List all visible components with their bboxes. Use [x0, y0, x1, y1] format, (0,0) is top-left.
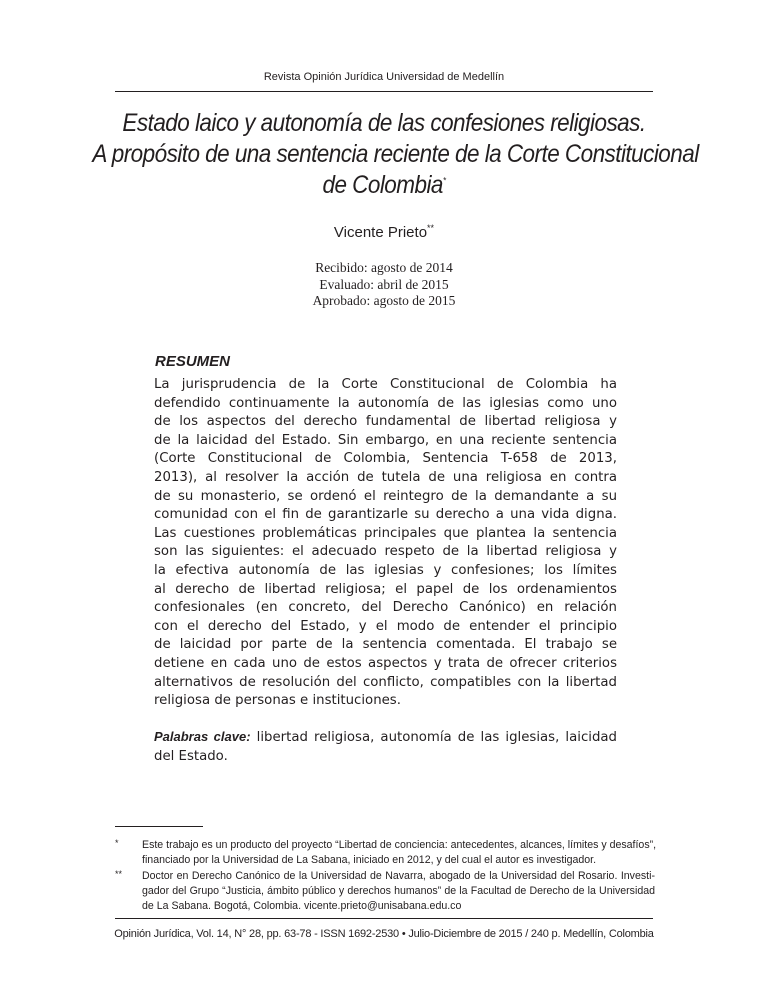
title-footnote-mark: *	[442, 175, 446, 186]
abstract-line: comunidad con el fin de garantizarle su derecho a una vida digna.	[154, 507, 617, 523]
running-header: Revista Opinión Jurídica Universidad de Medellín	[263, 71, 505, 83]
abstract-line: defendido continuamente la autonomía de las iglesias como uno	[154, 395, 617, 411]
footnote-line: Doctor en Derecho Canónico de la Universidad de Navarra, abogado de la Universidad del Rosario. Investi-	[142, 870, 655, 882]
title-line	[92, 170, 675, 201]
abstract-line: de laicidad por parte de la sentencia comentada. El trabajo se	[154, 637, 617, 653]
author-name	[0, 224, 768, 241]
abstract-line: al derecho de libertad religiosa; el papel de los ordenamientos	[154, 581, 617, 597]
footnote-1	[115, 838, 655, 868]
footnote-line: Este trabajo es un producto del proyecto “Libertad de conciencia: antecedentes, alcances, límites y desafíos”,	[142, 839, 657, 851]
title-line-text: de Colombia	[322, 171, 443, 199]
footer-citation: Opinión Jurídica, Vol. 14, N° 28, pp. 63-78 - ISSN 1692-2530 • Julio-Diciembre de 2015 / 240 p. Medellín, Colombia	[114, 928, 654, 940]
footnote-2	[115, 869, 655, 914]
abstract-line: confesionales (en concreto, del Derecho Canónico) en relación	[154, 600, 617, 616]
footnote-rule	[115, 826, 203, 827]
abstract-heading: RESUMEN	[155, 353, 231, 370]
footnote-line: financiado por la Universidad de La Sabana, iniciado en 2012, y del cual el autor es investigador.	[142, 854, 597, 866]
keywords-text: libertad religiosa, autonomía de las iglesias, laicidad	[250, 730, 617, 745]
keywords-line: del Estado.	[154, 748, 228, 764]
footnote-mark: *	[115, 838, 119, 848]
abstract-line: de su monasterio, se ordenó el reintegro de la demandante a su	[154, 488, 617, 504]
abstract-line: Las cuestiones problemáticas principales que plantea la sentencia	[154, 525, 617, 541]
date-approved: Aprobado: agosto de 2015	[312, 293, 456, 308]
date-evaluated: Evaluado: abril de 2015	[319, 276, 449, 292]
footnote-text	[142, 838, 655, 868]
article-title	[92, 108, 699, 201]
header-rule	[115, 91, 653, 92]
abstract-line: de los aspectos del derecho fundamental de libertad religiosa y	[154, 414, 617, 430]
author-text: Vicente Prieto	[333, 224, 428, 241]
title-line: A propósito de una sentencia reciente de la Corte Constitucional	[92, 140, 699, 168]
abstract-line: (Corte Constitucional de Colombia, Sentencia T-658 de 2013,	[154, 451, 617, 467]
abstract-line: son las siguientes: el adecuado respeto de la libertad religiosa y	[154, 544, 617, 560]
footer-rule	[115, 918, 653, 919]
title-line: Estado laico y autonomía de las confesiones religiosas.	[122, 109, 646, 137]
abstract-line: con el derecho del Estado, y el modo de entender el principio	[154, 618, 617, 634]
abstract-line: de la laicidad del Estado. Sin embargo, en una reciente sentencia	[154, 432, 617, 448]
footnote-mark: **	[115, 869, 123, 879]
abstract-line: religiosa de personas e instituciones.	[154, 693, 401, 709]
footnote-text	[142, 869, 655, 914]
abstract-line: detiene en cada uno de estos aspectos y trata de ofrecer criterios	[154, 655, 617, 671]
footnote-line: de La Sabana. Bogotá, Colombia. vicente.prieto@unisabana.edu.co	[142, 900, 462, 912]
abstract-line: alternativos de resolución del conflicto, compatibles con la libertad	[154, 674, 617, 690]
keywords	[154, 728, 617, 766]
date-received: Recibido: agosto de 2014	[315, 260, 453, 275]
abstract-body	[154, 376, 617, 711]
abstract-line: la efectiva autonomía de las iglesias y confesiones; los límites	[154, 562, 617, 578]
author-footnote-mark: **	[427, 223, 435, 233]
abstract-line: 2013), al resolver la acción de tutela de una religiosa en contra	[154, 469, 617, 485]
article-dates	[0, 260, 768, 310]
abstract-line: La jurisprudencia de la Corte Constitucional de Colombia ha	[154, 377, 617, 392]
keywords-line	[154, 728, 617, 748]
footnote-line: gador del Grupo “Justicia, ámbito público y derechos humanos” de la Facultad de Derecho de la Universidad	[142, 885, 655, 897]
keywords-label: Palabras clave:	[154, 729, 251, 744]
